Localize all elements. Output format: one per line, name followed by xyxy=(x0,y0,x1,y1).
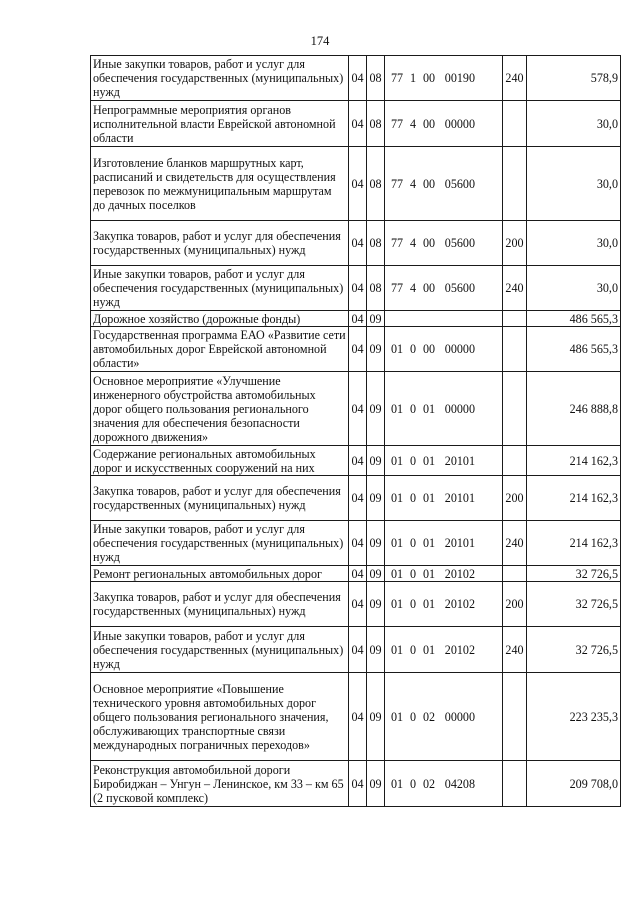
subprogram-code: 0 xyxy=(409,597,417,611)
direction-code: 05600 xyxy=(444,176,475,191)
amount: 578,9 xyxy=(527,56,621,101)
section-code: 04 xyxy=(349,582,367,627)
row-name: Иные закупки товаров, работ и услуг для обеспечения государственных (муниципальных) нужд xyxy=(91,56,349,101)
target-article-code xyxy=(385,582,503,627)
expense-type-code xyxy=(503,372,527,446)
section-code: 04 xyxy=(349,566,367,582)
table-row xyxy=(91,761,621,807)
target-article-code xyxy=(385,221,503,266)
subprogram-code: 0 xyxy=(409,536,417,550)
table-row xyxy=(91,566,621,582)
program-code: 01 xyxy=(390,776,404,791)
direction-code: 00000 xyxy=(444,116,475,131)
event-code: 02 xyxy=(422,776,436,791)
program-code: 01 xyxy=(390,401,404,416)
target-article-code xyxy=(385,476,503,521)
subsection-code: 08 xyxy=(367,147,385,221)
subsection-code: 09 xyxy=(367,476,385,521)
subsection-code: 09 xyxy=(367,761,385,807)
row-name: Иные закупки товаров, работ и услуг для обеспечения государственных (муниципальных) нужд xyxy=(91,627,349,673)
budget-table xyxy=(90,55,621,807)
target-article-code xyxy=(385,446,503,476)
section-code: 04 xyxy=(349,101,367,147)
row-name: Закупка товаров, работ и услуг для обеспечения государственных (муниципальных) нужд xyxy=(91,582,349,627)
program-code: 01 xyxy=(390,597,404,611)
amount: 32 726,5 xyxy=(527,627,621,673)
subprogram-code: 0 xyxy=(409,642,417,657)
amount: 209 708,0 xyxy=(527,761,621,807)
program-code: 01 xyxy=(390,642,404,657)
program-code: 01 xyxy=(390,453,404,468)
row-name: Ремонт региональных автомобильных дорог xyxy=(91,566,349,582)
subprogram-code: 0 xyxy=(409,342,417,356)
event-code: 01 xyxy=(422,597,436,611)
expense-type-code xyxy=(503,101,527,147)
target-article-code xyxy=(385,521,503,566)
expense-type-code xyxy=(503,761,527,807)
subprogram-code: 1 xyxy=(409,71,417,85)
event-code: 00 xyxy=(422,176,436,191)
expense-type-code: 240 xyxy=(503,627,527,673)
table-row xyxy=(91,521,621,566)
section-code: 04 xyxy=(349,673,367,761)
subprogram-code: 0 xyxy=(409,776,417,791)
direction-code: 20101 xyxy=(444,536,475,550)
target-article-code xyxy=(385,101,503,147)
row-name: Основное мероприятие «Повышение технического уровня автомобильных дорог общего пользования регионального значения, обслуживающих транспортные связи международных пограничных переходов» xyxy=(91,673,349,761)
expense-type-code xyxy=(503,311,527,327)
event-code: 01 xyxy=(422,453,436,468)
target-article-code xyxy=(385,266,503,311)
direction-code: 00000 xyxy=(444,401,475,416)
budget-table-body xyxy=(91,56,621,807)
section-code: 04 xyxy=(349,446,367,476)
section-code: 04 xyxy=(349,627,367,673)
program-code: 77 xyxy=(390,176,404,191)
subprogram-code: 0 xyxy=(409,709,417,724)
program-code: 77 xyxy=(390,281,404,295)
subsection-code: 08 xyxy=(367,101,385,147)
row-name: Непрограммные мероприятия органов исполнительной власти Еврейской автономной области xyxy=(91,101,349,147)
target-article-code xyxy=(385,372,503,446)
expense-type-code: 200 xyxy=(503,476,527,521)
table-row xyxy=(91,101,621,147)
program-code: 77 xyxy=(390,116,404,131)
row-name: Закупка товаров, работ и услуг для обеспечения государственных (муниципальных) нужд xyxy=(91,221,349,266)
table-row xyxy=(91,311,621,327)
direction-code: 20102 xyxy=(444,642,475,657)
direction-code: 04208 xyxy=(444,776,475,791)
amount: 30,0 xyxy=(527,101,621,147)
subsection-code: 09 xyxy=(367,327,385,372)
subsection-code: 09 xyxy=(367,582,385,627)
program-code: 77 xyxy=(390,71,404,85)
subprogram-code: 0 xyxy=(409,453,417,468)
table-row xyxy=(91,56,621,101)
event-code: 00 xyxy=(422,116,436,131)
section-code: 04 xyxy=(349,521,367,566)
table-row xyxy=(91,221,621,266)
section-code: 04 xyxy=(349,266,367,311)
event-code: 01 xyxy=(422,536,436,550)
direction-code: 20102 xyxy=(444,566,475,581)
table-row xyxy=(91,327,621,372)
amount: 32 726,5 xyxy=(527,566,621,582)
row-name: Реконструкция автомобильной дороги Биробиджан – Унгун – Ленинское, км 33 – км 65 (2 пусковой комплекс) xyxy=(91,761,349,807)
amount: 214 162,3 xyxy=(527,521,621,566)
target-article-code xyxy=(385,566,503,582)
direction-code: 05600 xyxy=(444,236,475,250)
amount: 30,0 xyxy=(527,221,621,266)
event-code: 00 xyxy=(422,71,436,85)
expense-type-code xyxy=(503,566,527,582)
row-name: Дорожное хозяйство (дорожные фонды) xyxy=(91,311,349,327)
amount: 246 888,8 xyxy=(527,372,621,446)
direction-code: 00000 xyxy=(444,342,475,356)
row-name: Закупка товаров, работ и услуг для обеспечения государственных (муниципальных) нужд xyxy=(91,476,349,521)
section-code: 04 xyxy=(349,311,367,327)
amount: 30,0 xyxy=(527,266,621,311)
direction-code: 00190 xyxy=(444,71,475,85)
subprogram-code: 4 xyxy=(409,236,417,250)
program-code: 01 xyxy=(390,491,404,505)
row-name: Содержание региональных автомобильных дорог и искусственных сооружений на них xyxy=(91,446,349,476)
direction-code: 05600 xyxy=(444,281,475,295)
program-code: 01 xyxy=(390,566,404,581)
target-article-code xyxy=(385,761,503,807)
table-row xyxy=(91,582,621,627)
amount: 30,0 xyxy=(527,147,621,221)
event-code: 00 xyxy=(422,281,436,295)
expense-type-code: 240 xyxy=(503,56,527,101)
subprogram-code: 4 xyxy=(409,281,417,295)
subprogram-code: 0 xyxy=(409,566,417,581)
subsection-code: 09 xyxy=(367,521,385,566)
event-code: 00 xyxy=(422,236,436,250)
expense-type-code xyxy=(503,446,527,476)
amount: 486 565,3 xyxy=(527,327,621,372)
subprogram-code: 4 xyxy=(409,116,417,131)
table-row xyxy=(91,147,621,221)
direction-code: 20101 xyxy=(444,491,475,505)
direction-code: 20101 xyxy=(444,453,475,468)
target-article-code xyxy=(385,327,503,372)
table-row xyxy=(91,372,621,446)
row-name: Основное мероприятие «Улучшение инженерного обустройства автомобильных дорог общего пользования регионального значения для обеспечения безопасности дорожного движения» xyxy=(91,372,349,446)
table-row xyxy=(91,476,621,521)
page-number: 174 xyxy=(310,34,330,48)
direction-code: 00000 xyxy=(444,709,475,724)
target-article-code xyxy=(385,627,503,673)
event-code: 00 xyxy=(422,342,436,356)
subsection-code: 09 xyxy=(367,566,385,582)
program-code: 01 xyxy=(390,536,404,550)
amount: 32 726,5 xyxy=(527,582,621,627)
target-article-code xyxy=(385,56,503,101)
subsection-code: 08 xyxy=(367,221,385,266)
section-code: 04 xyxy=(349,372,367,446)
section-code: 04 xyxy=(349,476,367,521)
table-row xyxy=(91,446,621,476)
direction-code: 20102 xyxy=(444,597,475,611)
subsection-code: 09 xyxy=(367,627,385,673)
subsection-code: 08 xyxy=(367,56,385,101)
subsection-code: 09 xyxy=(367,673,385,761)
subsection-code: 09 xyxy=(367,311,385,327)
row-name: Изготовление бланков маршрутных карт, расписаний и свидетельств для осуществления перевозок по межмуниципальным маршрутам до дачных поселков xyxy=(91,147,349,221)
subsection-code: 09 xyxy=(367,372,385,446)
program-code: 01 xyxy=(390,342,404,356)
event-code: 01 xyxy=(422,401,436,416)
expense-type-code: 200 xyxy=(503,221,527,266)
expense-type-code xyxy=(503,147,527,221)
event-code: 01 xyxy=(422,642,436,657)
table-row xyxy=(91,673,621,761)
table-row xyxy=(91,266,621,311)
subsection-code: 08 xyxy=(367,266,385,311)
amount: 486 565,3 xyxy=(527,311,621,327)
target-article-code xyxy=(385,311,503,327)
event-code: 01 xyxy=(422,566,436,581)
subsection-code: 09 xyxy=(367,446,385,476)
expense-type-code: 200 xyxy=(503,582,527,627)
row-name: Государственная программа ЕАО «Развитие сети автомобильных дорог Еврейской автономной области» xyxy=(91,327,349,372)
subprogram-code: 4 xyxy=(409,176,417,191)
event-code: 01 xyxy=(422,491,436,505)
program-code: 77 xyxy=(390,236,404,250)
amount: 223 235,3 xyxy=(527,673,621,761)
expense-type-code xyxy=(503,673,527,761)
event-code: 02 xyxy=(422,709,436,724)
target-article-code xyxy=(385,673,503,761)
amount: 214 162,3 xyxy=(527,446,621,476)
expense-type-code xyxy=(503,327,527,372)
program-code: 01 xyxy=(390,709,404,724)
expense-type-code: 240 xyxy=(503,266,527,311)
row-name: Иные закупки товаров, работ и услуг для обеспечения государственных (муниципальных) нужд xyxy=(91,266,349,311)
subprogram-code: 0 xyxy=(409,491,417,505)
section-code: 04 xyxy=(349,761,367,807)
section-code: 04 xyxy=(349,327,367,372)
table-row xyxy=(91,627,621,673)
section-code: 04 xyxy=(349,221,367,266)
section-code: 04 xyxy=(349,147,367,221)
expense-type-code: 240 xyxy=(503,521,527,566)
row-name: Иные закупки товаров, работ и услуг для обеспечения государственных (муниципальных) нужд xyxy=(91,521,349,566)
section-code: 04 xyxy=(349,56,367,101)
amount: 214 162,3 xyxy=(527,476,621,521)
target-article-code xyxy=(385,147,503,221)
subprogram-code: 0 xyxy=(409,401,417,416)
